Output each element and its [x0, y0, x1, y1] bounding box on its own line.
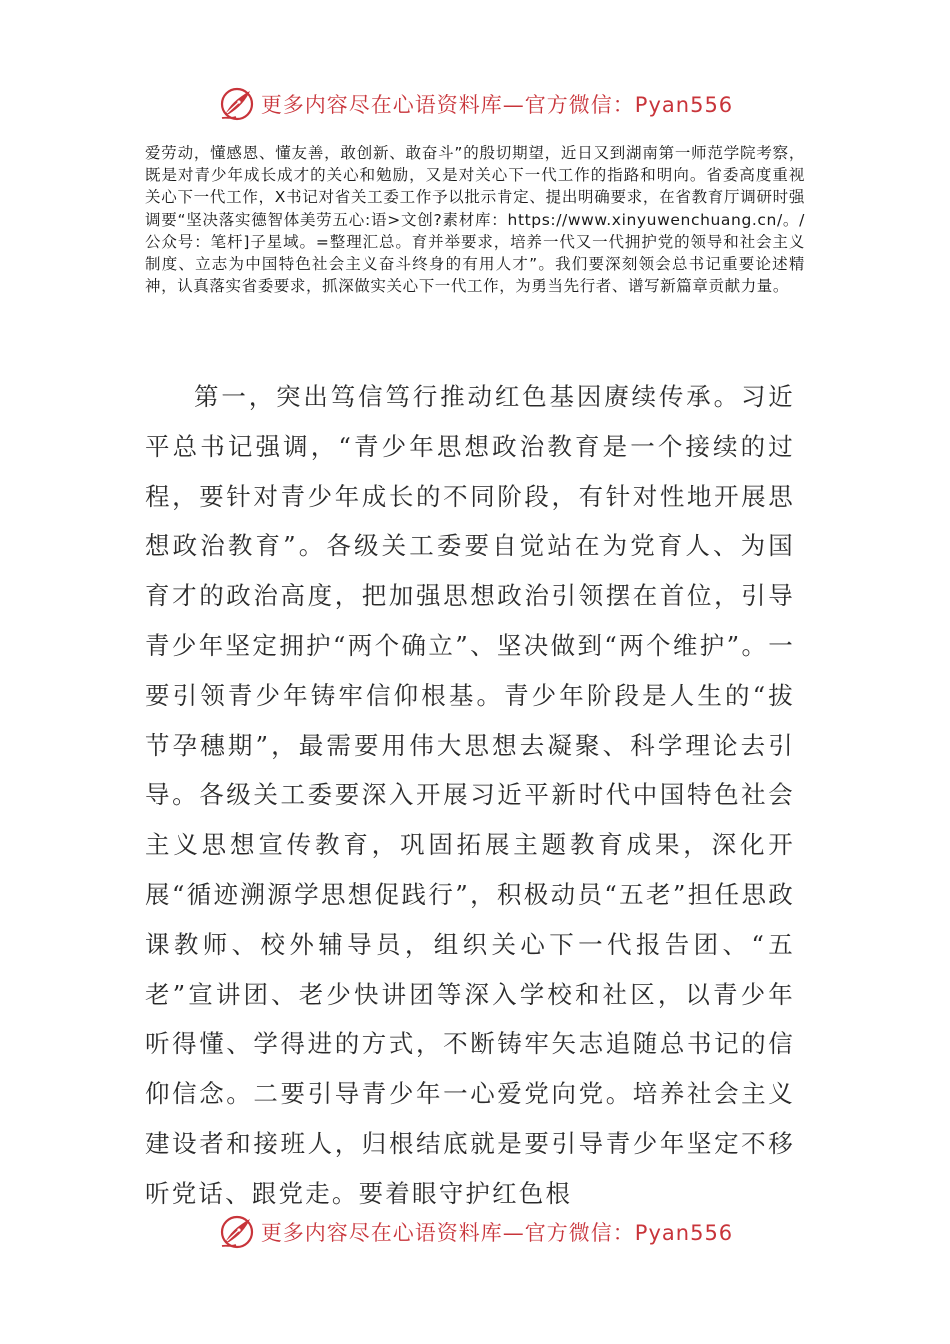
intro-paragraph: 爱劳动，懂感恩、懂友善，敢创新、敢奋斗”的殷切期望，近日又到湖南第一师范学院考察，既是对青少年成长成才的关心和勉励，又是对关心下一代工作的指路和明向。省委高度重视关心下一代工作，X书记对省关工委工作予以批示肯定、提出明确要求，在省教育厅调研时强调要“坚决落实德智体美劳五心:语>文创?素材库：https://www.xinyuwenchuang.cn/。/公众号：笔杆]子星域。=整理汇总。育并举要求，培养一代又一代拥护党的领导和社会主义制度、立志为中国特色社会主义奋斗终身的有用人才”。我们要深刻领会总书记重要论述精神，认真落实省委要求，抓深做实关心下一代工作，为勇当先行者、谱写新篇章贡献力量。	[145, 144, 805, 296]
watermark-text: 更多内容尽在心语资料库—官方微信：Pyan556	[260, 93, 734, 117]
watermark-text: 更多内容尽在心语资料库—官方微信：Pyan556	[260, 1221, 734, 1245]
main-paragraph: 第一，突出笃信笃行推动红色基因赓续传承。习近平总书记强调，“青少年思想政治教育是一个接续的过程，要针对青少年成长的不同阶段，有针对性地开展思想政治教育”。各级关工委要自觉站在为党育人、为国育才的政治高度，把加强思想政治引领摆在首位，引导青少年坚定拥护“两个确立”、坚决做到“两个维护”。一要引领青少年铸牢信仰根基。青少年阶段是人生的“拔节孕穗期”，最需要用伟大思想去凝聚、科学理论去引导。各级关工委要深入开展习近平新时代中国特色社会主义思想宣传教育，巩固拓展主题教育成果，深化开展“循迹溯源学思想促践行”，积极动员“五老”担任思政课教师、校外辅导员，组织关心下一代报告团、“五老”宣讲团、老少快讲团等深入学校和社区，以青少年听得懂、学得进的方式，不断铸牢矢志追随总书记的信仰信念。二要引导青少年一心爱党向党。培养社会主义建设者和接班人，归根结底就是要引导青少年坚定不移听党话、跟党走。要着眼守护红色根	[145, 382, 795, 1208]
footer-watermark-banner	[0, 1210, 950, 1254]
pen-nib-logo-icon	[217, 1212, 257, 1252]
header-watermark-banner	[0, 82, 950, 126]
pen-nib-logo-icon	[217, 84, 257, 124]
